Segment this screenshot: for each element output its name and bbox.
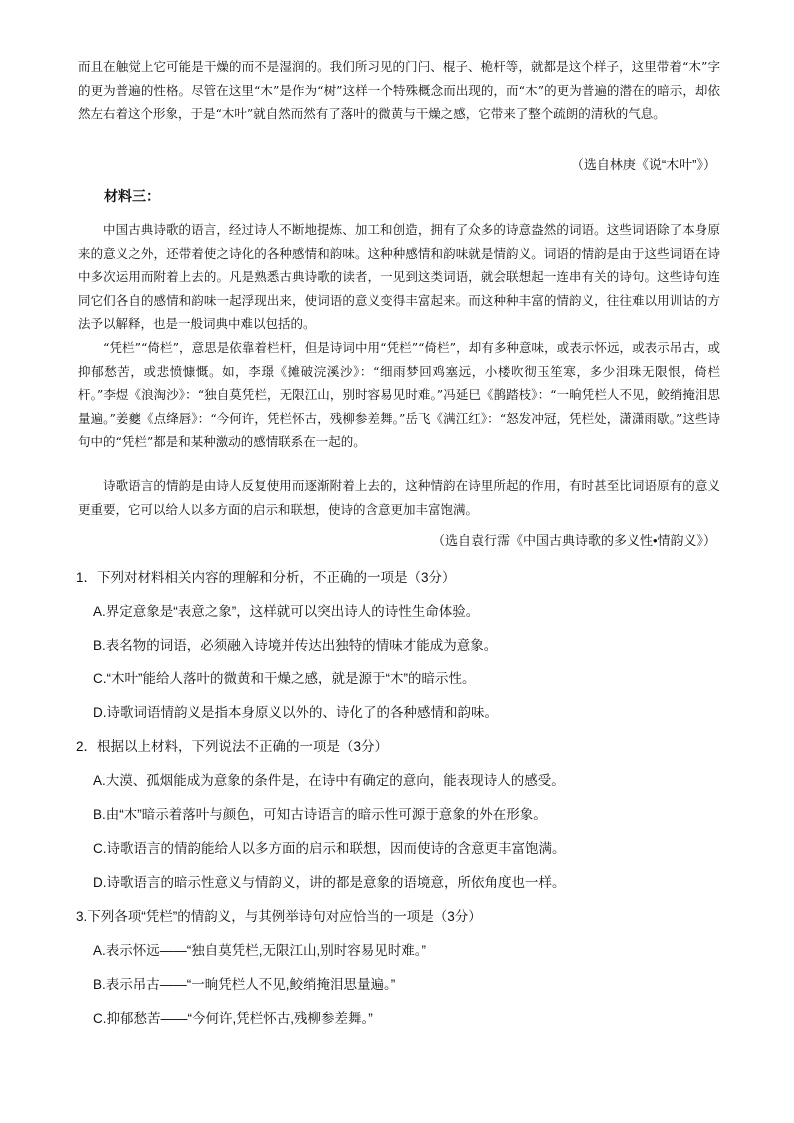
material3-source: （选自袁行霈《中国古典诗歌的多义性•情韵义》） bbox=[431, 533, 716, 548]
question-2-option-a: A.大漠、孤烟能成为意象的条件是，在诗中有确定的意向，能表现诗人的感受。 bbox=[93, 773, 565, 788]
question-3-option-a: A.表示怀远——“独自莫凭栏,无限江山,别时容易见时难。” bbox=[93, 943, 426, 958]
question-2-option-c: C.诗歌语言的情韵能给人以多方面的启示和联想，因而使诗的含意更丰富饱满。 bbox=[93, 841, 566, 856]
question-1-option-a: A.界定意象是“表意之象”，这样就可以突出诗人的诗性生命体验。 bbox=[93, 604, 480, 619]
material3-paragraph-3: 诗歌语言的情韵是由诗人反复使用而逐渐附着上去的，这种情韵在诗里所起的作用，有时甚至比词语原有的意义更重要，它可以给人以多方面的启示和联想，使诗的含意更加丰富饱满。 bbox=[78, 478, 720, 517]
material2-source: （选自林庚《说“木叶”》） bbox=[570, 157, 716, 172]
question-2-stem: 2．根据以上材料，下列说法不正确的一项是（3分） bbox=[76, 739, 389, 754]
question-3-stem: 3.下列各项“凭栏”的情韵义，与其例举诗句对应恰当的一项是（3分） bbox=[76, 909, 482, 924]
question-1-option-d: D.诗歌词语情韵义是指本身原义以外的、诗化了的各种感情和韵味。 bbox=[93, 705, 498, 720]
question-1-option-c: C.“木叶”能给人落叶的微黄和干燥之感，就是源于“木”的暗示性。 bbox=[93, 671, 476, 686]
question-3-option-b: B.表示吊古——“一晌凭栏人不见,鲛绡掩泪思量遍。” bbox=[93, 977, 396, 992]
material3-heading: 材料三： bbox=[104, 188, 160, 204]
material3-paragraph-1: 中国古典诗歌的语言，经过诗人不断地提炼、加工和创造，拥有了众多的诗意盎然的词语。这些词语除了本身原来的意义之外，还带着使之诗化的各种感情和韵味。这种种感情和韵味就是情韵义。词语的情韵是由于这些词语在诗中多次运用而附着上去的。凡是熟悉古典诗歌的读者，一见到这类词语，就会联想起一连串有关的诗句。这些诗句连同它们各自的感情和韵味一起浮现出来，使词语的意义变得丰富起来。而这种种丰富的情韵义，往往难以用训诂的方法予以解释，也是一般词典中难以包括的。 bbox=[78, 222, 720, 331]
question-2-option-d: D.诗歌语言的暗示性意义与情韵义，讲的都是意象的语境意，所依角度也一样。 bbox=[93, 875, 566, 890]
question-1-stem: 1．下列对材料相关内容的理解和分析，不正确的一项是（3分） bbox=[76, 570, 456, 585]
material2-tail-paragraph: 而且在触觉上它可能是干燥的而不是湿润的。我们所习见的门闩、棍子、桅杆等，就都是这个样子，这里带着“木”字的更为普遍的性格。尽管在这里“木”是作为“树”这样一个特殊概念而出现的，而“木”的更为普遍的潜在的暗示，却依然左右着这个形象，于是“木叶”就自然而然有了落叶的微黄与干燥之感，它带来了整个疏朗的清秋的气息。 bbox=[78, 59, 720, 121]
question-3-option-c: C.抑郁愁苦——“今何许,凭栏怀古,残柳参差舞。” bbox=[93, 1011, 373, 1026]
material3-paragraph-2: “凭栏”“倚栏”，意思是依靠着栏杆，但是诗词中用“凭栏”“倚栏”，却有多种意味，或表示怀远，或表示吊古，或抑郁愁苦，或悲愤慷慨。如，李璟《摊破浣溪沙》：“细雨梦回鸡塞远，小楼吹彻玉笙寒，多少泪珠无限恨，倚栏杆。”李煜《浪淘沙》：“独自莫凭栏，无限江山，别时容易见时难。”冯延巳《鹊踏枝》：“一晌凭栏人不见，鲛绡掩泪思量遍。”姜夔《点绛唇》：“今何许，凭栏怀古，残柳参差舞。”岳飞《满江红》：“怒发冲冠，凭栏处，潇潇雨歇。”这些诗句中的“凭栏”都是和某种激动的感情联系在一起的。 bbox=[78, 340, 720, 449]
question-2-option-b: B.由“木”暗示着落叶与颜色，可知古诗语言的暗示性可源于意象的外在形象。 bbox=[93, 807, 547, 822]
question-1-option-b: B.表名物的词语，必须融入诗境并传达出独特的情味才能成为意象。 bbox=[93, 638, 498, 653]
